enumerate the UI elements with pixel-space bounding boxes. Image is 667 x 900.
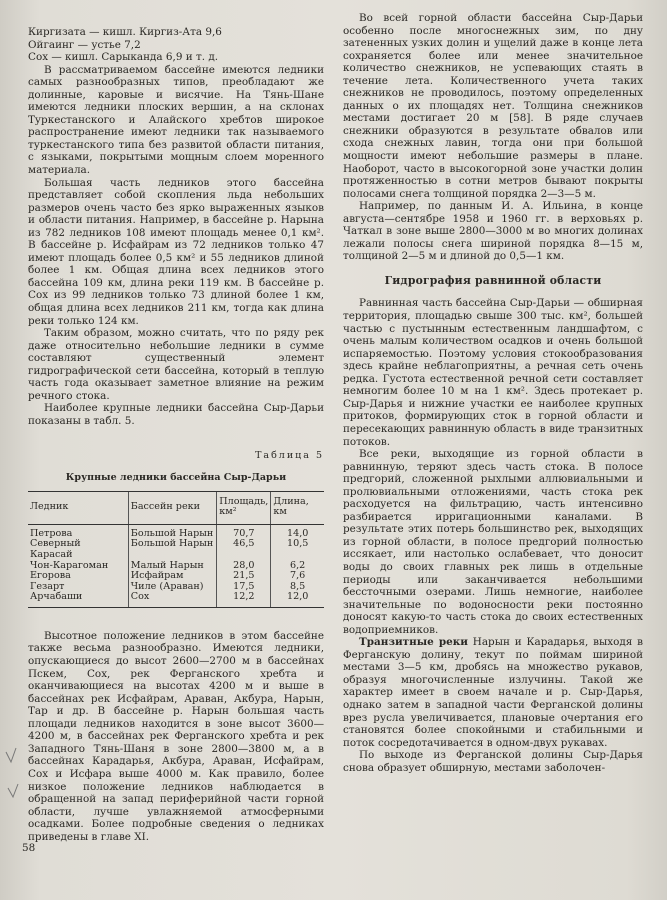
list-line: Киргизата — кишл. Киргиз-Ата 9,6 [28,26,222,38]
paragraph: Большая часть ледников этого бассейна представляет собой скопления льда небольших размеров очень часто без ярко выраженных языков и области питания. Например, в бассейне р. Нарына из 782 ледников 108 имеют площадь менее 0,1 км². В бассейне р. Исфайрам из 72 ледников только 47 имеют площадь более 0,5 км² и 55 ледников длиной более 1 км. Общая длина всех ледников этого бассейна 109 км, длина реки 119 км. В бассейне р. Сох из 99 ледников только 73 длиной более 1 км, общая длина всех ледников 211 км, тогда как длина реки только 124 км. [28,176,324,327]
paragraph: Таким образом, можно считать, что по ряду рек даже относительно небольшие ледники в сумме составляют существенный элемент гидрографической сети бассейна, который в теплую часть года оказывает заметное влияние на режим речного стока. [28,327,324,402]
pencil-check-mark [6,748,16,762]
paragraph: Во всей горной области бассейна Сыр-Дарьи особенно после многоснежных зим, по дну затененных узких долин и ущелий даже в конце лета сохраняется более или менее значительное количество снежников, не успевающих стаять в течение лета. Количественного учета таких снежников не проводилось, поэтому определенных данных о их площадях нет. Толщина снежников местами достигает 20 м [58]. В ряде случаев снежники образуются в результате обвалов или схода снежных лавин, тогда они при большой мощности имеют небольшие размеры в плане. Наоборот, часто в высокогорной зоне участки долин протяженностью в сотни метров бывают покрыты полосами снега толщиной порядка 2—3—5 м. [343,12,643,200]
paragraph: Наиболее крупные ледники бассейна Сыр-Дарьи показаны в табл. 5. [28,402,324,427]
table-header: Площадь, км² [217,491,271,524]
cell-glacier: Петрова [30,527,73,539]
cell-glacier: Егорова [30,570,71,582]
cell-area: 21,5 [217,571,271,582]
cell-basin: Сох [128,592,217,607]
cell-length: 14,0 [271,524,324,539]
list-line: Ойгаинг — устье 7,2 [28,38,141,51]
cell-glacier: Чон-Карагоман [30,559,109,571]
page-number: 58 [22,842,36,854]
cell-length: 10,5 [271,539,324,560]
table-title: Крупные ледники бассейна Сыр-Дарьи [65,472,287,484]
list-line: Сох — кишл. Сарыканда 6,9 и т. д. [28,51,219,64]
table-header: Бассейн реки [128,491,217,524]
cell-glacier: Гезарт [30,580,65,592]
table-header: Длина, км [271,491,324,524]
cell-area: 28,0 [217,561,271,572]
cell-basin: Малый Нарын [128,561,217,572]
cell-area: 70,7 [217,524,271,539]
table-header: Ледник [28,491,128,524]
cell-length: 12,0 [271,592,324,607]
cell-glacier: Арчабаши [28,592,128,607]
cell-area: 12,2 [217,592,271,607]
cell-glacier: Северный Карасай [30,538,81,560]
cell-basin: Большой Нарын [128,539,217,560]
runin-heading: Транзитные реки [359,636,468,649]
cell-length: 7,6 [271,571,324,582]
cell-area: 46,5 [217,539,271,560]
cell-length: 8,5 [271,582,324,593]
cell-area: 17,5 [217,582,271,593]
pencil-check-mark [8,784,18,797]
paragraph: По выходе из Ферганской долины Сыр-Дарья снова образует обширную, местами заболочен- [343,749,643,774]
cell-basin: Чиле (Араван) [128,582,217,593]
paragraph: Высотное положение ледников в этом бассейне также весьма разнообразно. Имеются ледники, опускающиеся до высот 2600—2700 м в бассейнах Пскем, Сох, рек Ферганского хребта и оканчивающиеся на высотах 4200 м и выше в бассейнах рек Исфайрам, Араван, Акбура, Нарын, Тар и др. В бассейне р. Нарын большая часть площади ледников находится в зоне высот 3600—4200 м, в бассейнах рек Ферганского хребта и рек Западного Тянь-Шаня в зоне 2800—3800 м, а в бассейнах Карадарья, Акбура, Араван, Исфайрам, Сох и Исфара выше 4000 м. Как правило, более низкое положение ледников наблюдается в обращенной на запад периферийной части горной области, лучше увлажняемой атмосферными осадками. Более подробные сведения о ледниках приведены в главе XI. [28,629,324,843]
runin-text: Нарын и Карадарья, выходя в Ферганскую долину, текут по поймам шириной местами 3—5 км, дробясь на множество рукавов, образуя многочисленные излучины. Такой же характер имеет в своем начале и р. Сыр-Дарья, однако затем в западной части Ферганской долины врез русла увеличивается, плановые очертания его становятся более спокойными и стабильными и поток сосредотачивается в одном-двух рукавах. [343,636,643,749]
section-heading: Гидрография равнинной области [384,273,602,287]
paragraph: Равнинная часть бассейна Сыр-Дарьи — обширная территория, площадью свыше 300 тыс. км², большей частью с пустынным естественным ландшафтом, с очень малым количеством осадков и очень большой испаряемостью. Поэтому условия стокообразования здесь крайне неблагоприятны, а речная сеть очень редка. Густота естественной речной сети составляет немногим более 10 м на 1 км². Здесь протекает р. Сыр-Дарья и нижние участки ее наиболее крупных притоков, формирующих сток в горной области и пересекающих равнинную область в виде транзитных потоков. [343,297,643,448]
cell-basin: Исфайрам [128,571,217,582]
paragraph: Например, по данным И. А. Ильина, в конце августа—сентябре 1958 и 1960 гг. в верховьях р. Чаткал в зоне выше 2800—3000 м во многих долинах лежали полосы снега шириной порядка 8—15 м, толщиной 2—5 м и длиной до 0,5—1 км. [343,200,643,263]
cell-length: 6,2 [271,561,324,572]
paragraph: Все реки, выходящие из горной области в равнинную, теряют здесь часть стока. В полосе предгорий, сложенной рыхлыми аллювиальными и пролювиальными отложениями, часть стока рек расходуется на фильтрацию, часть интенсивно разбирается ирригационными каналами. В результате этих потерь большинство рек, выходящих из горной области, в полосе предгорий полностью иссякает, или настолько ослабевает, что доносит воды до своих главных рек лишь в отдельные периоды или заканчивается небольшими бессточными озерами. Лишь немногие, наиболее значительные по водоносности реки постоянно доносят какую-то часть стока до своих естественных водоприемников. [343,448,643,636]
table-number: Таблица 5 [255,449,324,461]
cell-basin: Большой Нарын [128,524,217,539]
paragraph: В рассматриваемом бассейне имеются ледники самых разнообразных типов, преобладают же долинные, каровые и висячие. На Тянь-Шане имеются ледники плоских вершин, а на склонах Туркестанского и Алайского хребтов широкое распространение имеют ледники так называемого туркестанского типа без развитой области питания, с языками, покрытыми мощным слоем моренного материала. [28,63,324,177]
